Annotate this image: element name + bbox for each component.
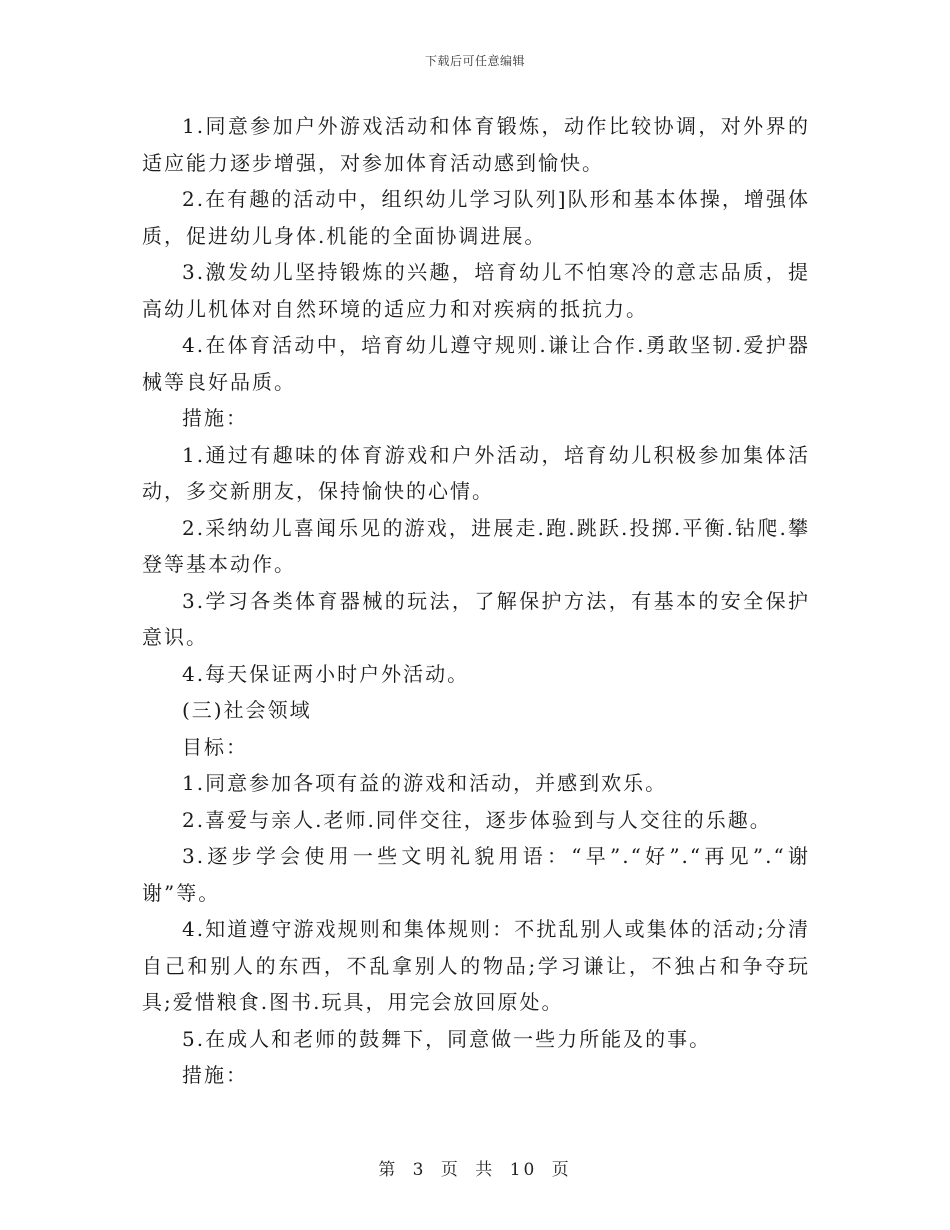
- section-heading-social: (三)社会领域: [182, 698, 312, 722]
- paragraph: 4.知道遵守游戏规则和集体规则：不扰乱别人或集体的活动;分清自己和别人的东西，不乱拿别人的物品;学习谦让，不独占和争夺玩具;爱惜粮食.图书.玩具，用完会放回原处。: [142, 917, 810, 1014]
- paragraph: 1.同意参加各项有益的游戏和活动，并感到欢乐。: [182, 771, 668, 795]
- section-label-measures: 措施：: [182, 406, 248, 430]
- paragraph: 4.每天保证两小时户外活动。: [182, 661, 470, 686]
- page-number-footer: 第 3 页 共 10 页: [378, 1160, 572, 1180]
- section-label-measures: 措施：: [182, 1063, 248, 1087]
- paragraph: 2.喜爱与亲人.老师.同伴交往，逐步体验到与人交往的乐趣。: [182, 807, 772, 832]
- paragraph: 1.同意参加户外游戏活动和体育锻炼，动作比较协调，对外界的适应能力逐步增强，对参加体育活动感到愉快。: [142, 114, 810, 175]
- paragraph: 3.激发幼儿坚持锻炼的兴趣，培育幼儿不怕寒冷的意志品质，提高幼儿机体对自然环境的适应力和对疾病的抵抗力。: [142, 260, 810, 321]
- paragraph: 4.在体育活动中，培育幼儿遵守规则.谦让合作.勇敢坚韧.爱护器械等良好品质。: [142, 333, 810, 394]
- page-header-note: 下载后可任意编辑: [424, 54, 525, 68]
- paragraph: 3.逐步学会使用一些文明礼貌用语：“早”.“好”.“再见”.“谢谢”等。: [142, 844, 810, 905]
- document-body: [142, 108, 810, 1094]
- paragraph: 3.学习各类体育器械的玩法，了解保护方法，有基本的安全保护意识。: [142, 588, 810, 649]
- section-label-goals: 目标：: [182, 734, 248, 759]
- paragraph: 5.在成人和老师的鼓舞下，同意做一些力所能及的事。: [182, 1026, 712, 1051]
- paragraph: 1.通过有趣味的体育游戏和户外活动，培育幼儿积极参加集体活动，多交新朋友，保持愉快的心情。: [142, 442, 810, 503]
- paragraph: 2.在有趣的活动中，组织幼儿学习队列]队形和基本体操，增强体质，促进幼儿身体.机能的全面协调进展。: [142, 187, 810, 248]
- paragraph: 2.采纳幼儿喜闻乐见的游戏，进展走.跑.跳跃.投掷.平衡.钻爬.攀登等基本动作。: [142, 515, 810, 576]
